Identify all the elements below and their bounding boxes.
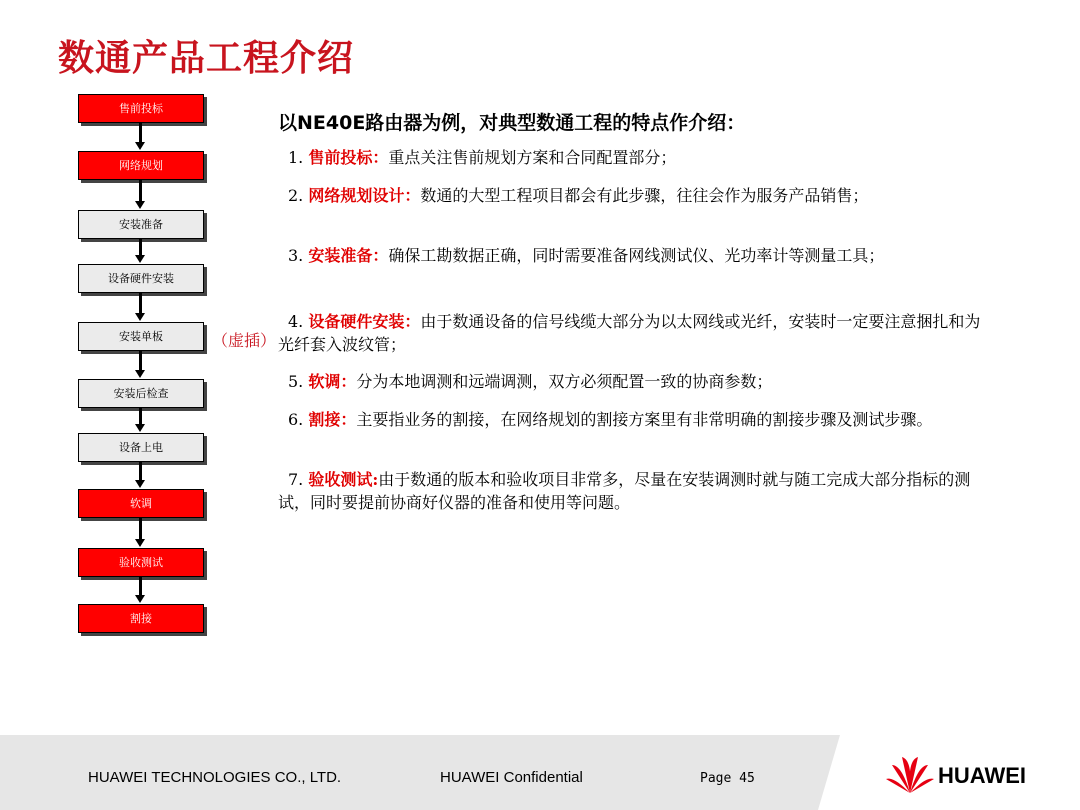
flow-step: 安装单板: [78, 322, 204, 351]
flow-arrow: [139, 577, 142, 596]
item-label: 设备硬件安装：: [308, 312, 421, 331]
page-number: Page 45: [700, 771, 755, 786]
huawei-flower-icon: [886, 753, 934, 795]
item-text: 由于数通的版本和验收项目非常多，尽量在安装调测时就与随工完成大部分指标的测试，同时要提前协商好仪器的准备和使用等问题。: [278, 470, 971, 512]
item-number: 4.: [288, 312, 304, 331]
flow-step: 割接: [78, 604, 204, 633]
flow-step: 网络规划: [78, 151, 204, 180]
flow-arrow: [139, 351, 142, 371]
item-text: 确保工勘数据正确，同时需要准备网线测试仪、光功率计等测量工具；: [388, 246, 885, 265]
flow-arrow: [139, 293, 142, 314]
list-item: [278, 370, 990, 393]
item-number: 6.: [288, 410, 304, 429]
content-heading: 以NE40E路由器为例，对典型数通工程的特点作介绍：: [278, 112, 746, 134]
flow-arrow: [139, 462, 142, 481]
list-item: [278, 468, 990, 514]
item-label: 网络规划设计：: [308, 186, 421, 205]
flow-step: 安装准备: [78, 210, 204, 239]
item-label: 软调：: [308, 372, 357, 391]
item-text: 主要指业务的割接，在网络规划的割接方案里有非常明确的割接步骤及测试步骤。: [356, 410, 933, 429]
footer-confidential: HUAWEI Confidential: [440, 769, 583, 786]
brand-name: HUAWEI: [938, 763, 1026, 788]
item-label: 割接：: [308, 410, 357, 429]
footer-bar: [0, 735, 1080, 810]
flow-step: 设备上电: [78, 433, 204, 462]
item-number: 3.: [288, 246, 304, 265]
huawei-logo: [886, 753, 1056, 803]
flow-arrow: [139, 518, 142, 540]
footer-company: HUAWEI TECHNOLOGIES CO., LTD.: [88, 769, 342, 786]
flow-arrow: [139, 180, 142, 202]
list-item: [278, 146, 990, 169]
list-item: [278, 408, 990, 431]
flow-step: 安装后检查: [78, 379, 204, 408]
item-number: 5.: [288, 372, 304, 391]
list-item: [278, 244, 990, 267]
list-item: [278, 310, 990, 356]
item-text: 由于数通设备的信号线缆大部分为以太网线或光纤，安装时一定要注意捆扎和为光纤套入波纹管；: [278, 312, 981, 354]
flow-step: 软调: [78, 489, 204, 518]
flow-step: 设备硬件安装: [78, 264, 204, 293]
flow-arrow: [139, 123, 142, 143]
footer-divider: [818, 735, 840, 810]
flow-step: 售前投标: [78, 94, 204, 123]
page-title: 数通产品工程介绍: [58, 38, 355, 79]
item-label: 售前投标：: [308, 148, 389, 167]
flowchart-annotation: （虚插）: [212, 331, 277, 350]
item-text: 分为本地调测和远端调测，双方必须配置一致的协商参数；: [356, 372, 773, 391]
item-label: 安装准备：: [308, 246, 389, 265]
item-number: 2.: [288, 186, 304, 205]
list-item: [278, 184, 990, 207]
item-text: 重点关注售前规划方案和合同配置部分；: [388, 148, 677, 167]
item-number: 7.: [288, 470, 304, 489]
flow-arrow: [139, 239, 142, 256]
item-text: 数通的大型工程项目都会有此步骤，往往会作为服务产品销售；: [420, 186, 869, 205]
flow-arrow: [139, 408, 142, 425]
item-label: 验收测试:: [308, 470, 379, 489]
item-number: 1.: [288, 148, 304, 167]
flow-step: 验收测试: [78, 548, 204, 577]
